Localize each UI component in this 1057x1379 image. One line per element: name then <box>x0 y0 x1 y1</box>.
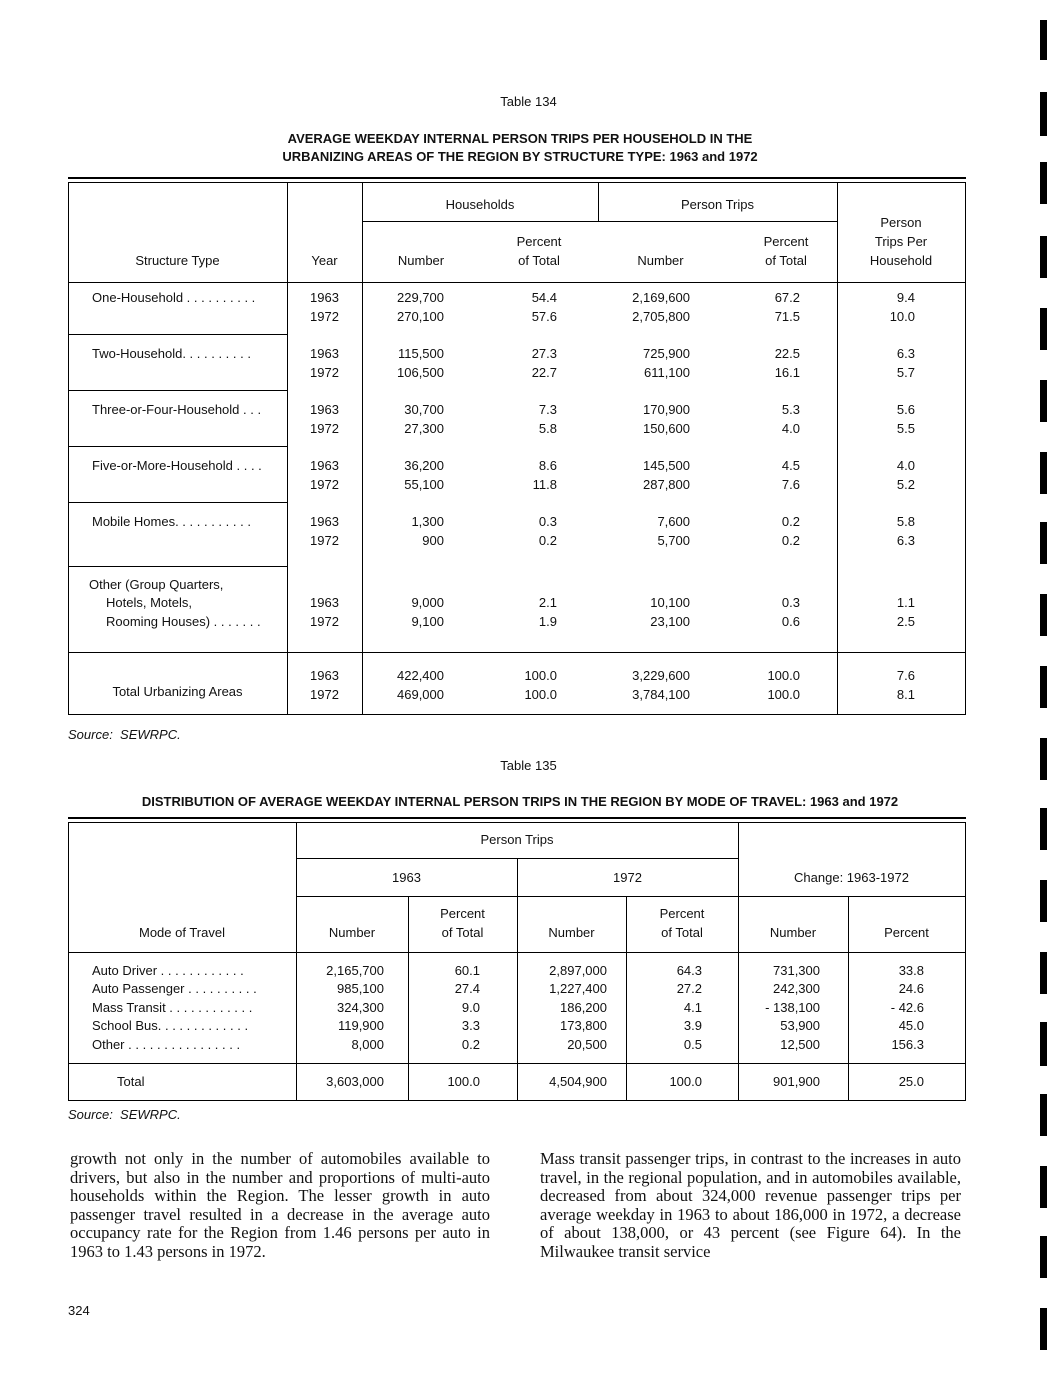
n63-cell: 324,300 <box>337 1000 384 1015</box>
per-hh-cell: 9.4 <box>896 290 915 305</box>
per-hh-cell: 7.6 <box>896 668 915 683</box>
change-number-cell: 731,300 <box>773 963 820 978</box>
pt-pct-cell: 7.6 <box>781 477 800 492</box>
pt-pct-cell: 4.0 <box>781 421 800 436</box>
year-cell: 1963 <box>310 668 339 683</box>
p63-cell: 0.2 <box>461 1037 480 1052</box>
row-label: One-Household . . . . . . . . . . <box>92 290 256 305</box>
year-cell: 1972 <box>310 533 339 548</box>
pt-number-cell: 23,100 <box>650 614 690 629</box>
hh-pct-cell: 0.2 <box>538 533 557 548</box>
n72-cell: 186,200 <box>560 1000 607 1015</box>
p63-cell: 3.3 <box>461 1018 480 1033</box>
year-cell: 1972 <box>310 421 339 436</box>
hh-pct-cell: 0.3 <box>538 514 557 529</box>
hh-pct-cell: 1.9 <box>538 614 557 629</box>
per-hh-cell: 5.7 <box>896 365 915 380</box>
p72-cell: 100.0 <box>669 1074 702 1089</box>
change-percent-cell: 33.8 <box>898 963 924 978</box>
t135-header-percent-63: Percent <box>440 906 485 921</box>
n63-cell: 119,900 <box>337 1018 384 1033</box>
change-percent-cell: 45.0 <box>898 1018 924 1033</box>
mode-label: Other . . . . . . . . . . . . . . . . <box>92 1037 241 1052</box>
header-hh-number: Number <box>397 253 445 268</box>
t135-header-1972: 1972 <box>613 870 642 885</box>
hh-pct-cell: 100.0 <box>524 668 557 683</box>
pt-pct-cell: 67.2 <box>774 290 800 305</box>
body-left-column: growth not only in the number of automobiles available to drivers, but also in the number and proportions of multi-auto households within the Region. The lesser growth in auto passenger travel resulted in a decrease in the average auto occupancy rate for the Region from 1.46 persons per auto in 1963 to 1.43 persons in 1972. <box>70 1149 490 1261</box>
year-cell: 1972 <box>310 309 339 324</box>
pt-number-cell: 3,784,100 <box>632 687 690 702</box>
n72-cell: 2,897,000 <box>549 963 607 978</box>
pt-number-cell: 725,900 <box>643 346 690 361</box>
pt-number-cell: 145,500 <box>643 458 690 473</box>
pt-pct-cell: 5.3 <box>781 402 800 417</box>
mode-label: School Bus. . . . . . . . . . . . . <box>92 1018 249 1033</box>
per-hh-cell: 4.0 <box>896 458 915 473</box>
n72-cell: 173,800 <box>560 1018 607 1033</box>
per-hh-cell: 8.1 <box>896 687 915 702</box>
header-household: Household <box>869 253 933 268</box>
hh-number-cell: 270,100 <box>397 309 444 324</box>
per-hh-cell: 5.2 <box>896 477 915 492</box>
n72-cell: 4,504,900 <box>549 1074 607 1089</box>
hh-pct-cell: 100.0 <box>524 687 557 702</box>
hh-number-cell: 469,000 <box>397 687 444 702</box>
year-cell: 1963 <box>310 458 339 473</box>
per-hh-cell: 5.5 <box>896 421 915 436</box>
year-cell: 1972 <box>310 614 339 629</box>
p72-cell: 64.3 <box>676 963 702 978</box>
t135-header-number-63: Number <box>328 925 376 940</box>
p63-cell: 60.1 <box>454 963 480 978</box>
pt-pct-cell: 0.2 <box>781 533 800 548</box>
row-label: Mobile Homes. . . . . . . . . . . <box>92 514 251 529</box>
pt-pct-cell: 100.0 <box>767 687 800 702</box>
p72-cell: 3.9 <box>683 1018 702 1033</box>
pt-pct-cell: 0.3 <box>781 595 800 610</box>
hh-number-cell: 27,300 <box>404 421 444 436</box>
header-person-trips: Person Trips <box>681 197 754 212</box>
hh-pct-cell: 27.3 <box>531 346 557 361</box>
pt-pct-cell: 100.0 <box>767 668 800 683</box>
pt-number-cell: 611,100 <box>643 365 690 380</box>
change-percent-cell: - 42.6 <box>890 1000 924 1015</box>
pt-pct-cell: 16.1 <box>774 365 800 380</box>
t135-header-change-percent: Percent <box>884 925 929 940</box>
pt-number-cell: 7,600 <box>657 514 690 529</box>
p72-cell: 0.5 <box>683 1037 702 1052</box>
header-hh-of-total: of Total <box>518 253 560 268</box>
hh-number-cell: 106,500 <box>397 365 444 380</box>
header-pt-number: Number <box>637 253 684 268</box>
t135-header-change: Change: 1963-1972 <box>794 870 909 885</box>
table-135-source: Source: SEWRPC. <box>68 1107 181 1122</box>
per-hh-cell: 5.8 <box>896 514 915 529</box>
hh-number-cell: 1,300 <box>411 514 444 529</box>
row-label: Three-or-Four-Household . . . <box>92 402 262 417</box>
pt-pct-cell: 0.2 <box>781 514 800 529</box>
header-person: Person <box>880 215 922 230</box>
hh-pct-cell: 57.6 <box>531 309 557 324</box>
pt-pct-cell: 4.5 <box>781 458 800 473</box>
t135-header-1963: 1963 <box>392 870 421 885</box>
year-cell: 1963 <box>310 514 339 529</box>
p63-cell: 27.4 <box>454 981 480 996</box>
per-hh-cell: 6.3 <box>896 346 915 361</box>
header-households: Households <box>445 197 515 212</box>
pt-number-cell: 2,705,800 <box>632 309 690 324</box>
n72-cell: 1,227,400 <box>549 981 607 996</box>
header-hh-percent: Percent <box>516 234 562 249</box>
table-135-title: DISTRIBUTION OF AVERAGE WEEKDAY INTERNAL PERSON TRIPS IN THE REGION BY MODE OF TRAVEL: 1963 and 1972 <box>141 794 899 809</box>
change-percent-cell: 156.3 <box>891 1037 924 1052</box>
change-number-cell: 242,300 <box>773 981 820 996</box>
t135-header-percent-72: Percent <box>659 906 705 921</box>
n63-cell: 8,000 <box>351 1037 384 1052</box>
row-label: Five-or-More-Household . . . . <box>92 458 262 473</box>
pt-number-cell: 170,900 <box>643 402 690 417</box>
p63-cell: 9.0 <box>461 1000 480 1015</box>
hh-pct-cell: 11.8 <box>532 477 557 492</box>
header-pt-percent: Percent <box>763 234 809 249</box>
hh-number-cell: 55,100 <box>404 477 444 492</box>
year-cell: 1963 <box>310 595 339 610</box>
row-label: Two-Household. . . . . . . . . . <box>92 346 251 361</box>
row-label-line2: Hotels, Motels, <box>106 595 192 610</box>
header-pt-of-total: of Total <box>765 253 807 268</box>
hh-number-cell: 900 <box>422 533 444 548</box>
hh-pct-cell: 2.1 <box>538 595 557 610</box>
body-right-column: Mass transit passenger trips, in contrast to the increases in auto travel, in the regional population, and in automobiles available, decreased from about 324,000 revenue passenger trips per average weekday in 1963 to about 186,000 in 1972, a decrease of about 138,000, or 43 percent (see Figure 64). In the Milwaukee transit service <box>540 1149 961 1261</box>
pt-number-cell: 287,800 <box>643 477 690 492</box>
change-percent-cell: 24.6 <box>898 981 924 996</box>
t135-header-of-total-72: of Total <box>661 925 703 940</box>
t135-header-number-72: Number <box>548 925 595 940</box>
mode-label: Auto Passenger . . . . . . . . . . <box>92 981 257 996</box>
mode-label: Mass Transit . . . . . . . . . . . . <box>92 1000 253 1015</box>
total-label: Total <box>117 1074 145 1089</box>
year-cell: 1972 <box>310 365 339 380</box>
change-number-cell: - 138,100 <box>765 1000 820 1015</box>
t135-header-of-total-63: of Total <box>441 925 484 940</box>
pt-number-cell: 150,600 <box>643 421 690 436</box>
change-number-cell: 53,900 <box>780 1018 820 1033</box>
hh-number-cell: 229,700 <box>397 290 444 305</box>
year-cell: 1963 <box>310 346 339 361</box>
change-percent-cell: 25.0 <box>898 1074 924 1089</box>
pt-pct-cell: 71.5 <box>774 309 800 324</box>
pt-number-cell: 3,229,600 <box>632 668 690 683</box>
per-hh-cell: 10.0 <box>889 309 915 324</box>
table-134-title-line1: AVERAGE WEEKDAY INTERNAL PERSON TRIPS PER HOUSEHOLD IN THE <box>287 131 753 146</box>
pt-pct-cell: 0.6 <box>781 614 800 629</box>
table-134-title-line2: URBANIZING AREAS OF THE REGION BY STRUCTURE TYPE: 1963 and 1972 <box>282 149 758 164</box>
hh-pct-cell: 54.4 <box>531 290 557 305</box>
p72-cell: 27.2 <box>676 981 702 996</box>
hh-pct-cell: 8.6 <box>538 458 557 473</box>
hh-number-cell: 115,500 <box>397 346 444 361</box>
header-year: Year <box>311 253 338 268</box>
header-structure-type: Structure Type <box>135 253 220 268</box>
table-134-number: Table 134 <box>500 94 557 109</box>
total-label: Total Urbanizing Areas <box>112 684 243 699</box>
p72-cell: 4.1 <box>683 1000 702 1015</box>
change-number-cell: 901,900 <box>773 1074 820 1089</box>
page-number: 324 <box>68 1303 90 1318</box>
hh-pct-cell: 7.3 <box>538 402 557 417</box>
n63-cell: 985,100 <box>337 981 384 996</box>
hh-number-cell: 36,200 <box>404 458 444 473</box>
hh-pct-cell: 5.8 <box>538 421 557 436</box>
per-hh-cell: 1.1 <box>896 595 915 610</box>
hh-number-cell: 30,700 <box>404 402 444 417</box>
table-134-source: Source: SEWRPC. <box>68 727 181 742</box>
n63-cell: 3,603,000 <box>326 1074 384 1089</box>
pt-pct-cell: 22.5 <box>774 346 800 361</box>
change-number-cell: 12,500 <box>780 1037 820 1052</box>
t135-header-change-number: Number <box>769 925 817 940</box>
hh-number-cell: 9,100 <box>411 614 444 629</box>
year-cell: 1963 <box>310 290 339 305</box>
per-hh-cell: 6.3 <box>896 533 915 548</box>
row-label-line1: Other (Group Quarters, <box>89 577 224 592</box>
per-hh-cell: 5.6 <box>896 402 915 417</box>
per-hh-cell: 2.5 <box>896 614 915 629</box>
t135-header-mode: Mode of Travel <box>139 925 225 940</box>
row-label-line3: Rooming Houses) . . . . . . . <box>106 614 261 629</box>
year-cell: 1972 <box>310 477 339 492</box>
n63-cell: 2,165,700 <box>326 963 384 978</box>
year-cell: 1963 <box>310 402 339 417</box>
pt-number-cell: 2,169,600 <box>632 290 690 305</box>
header-trips-per: Trips Per <box>874 234 928 249</box>
t135-header-person-trips: Person Trips <box>480 832 554 847</box>
pt-number-cell: 10,100 <box>650 595 690 610</box>
year-cell: 1972 <box>310 687 339 702</box>
table-135-number: Table 135 <box>500 758 557 773</box>
hh-pct-cell: 22.7 <box>531 365 557 380</box>
pt-number-cell: 5,700 <box>657 533 690 548</box>
hh-number-cell: 9,000 <box>411 595 444 610</box>
p63-cell: 100.0 <box>447 1074 480 1089</box>
mode-label: Auto Driver . . . . . . . . . . . . <box>92 963 244 978</box>
n72-cell: 20,500 <box>567 1037 607 1052</box>
hh-number-cell: 422,400 <box>397 668 444 683</box>
